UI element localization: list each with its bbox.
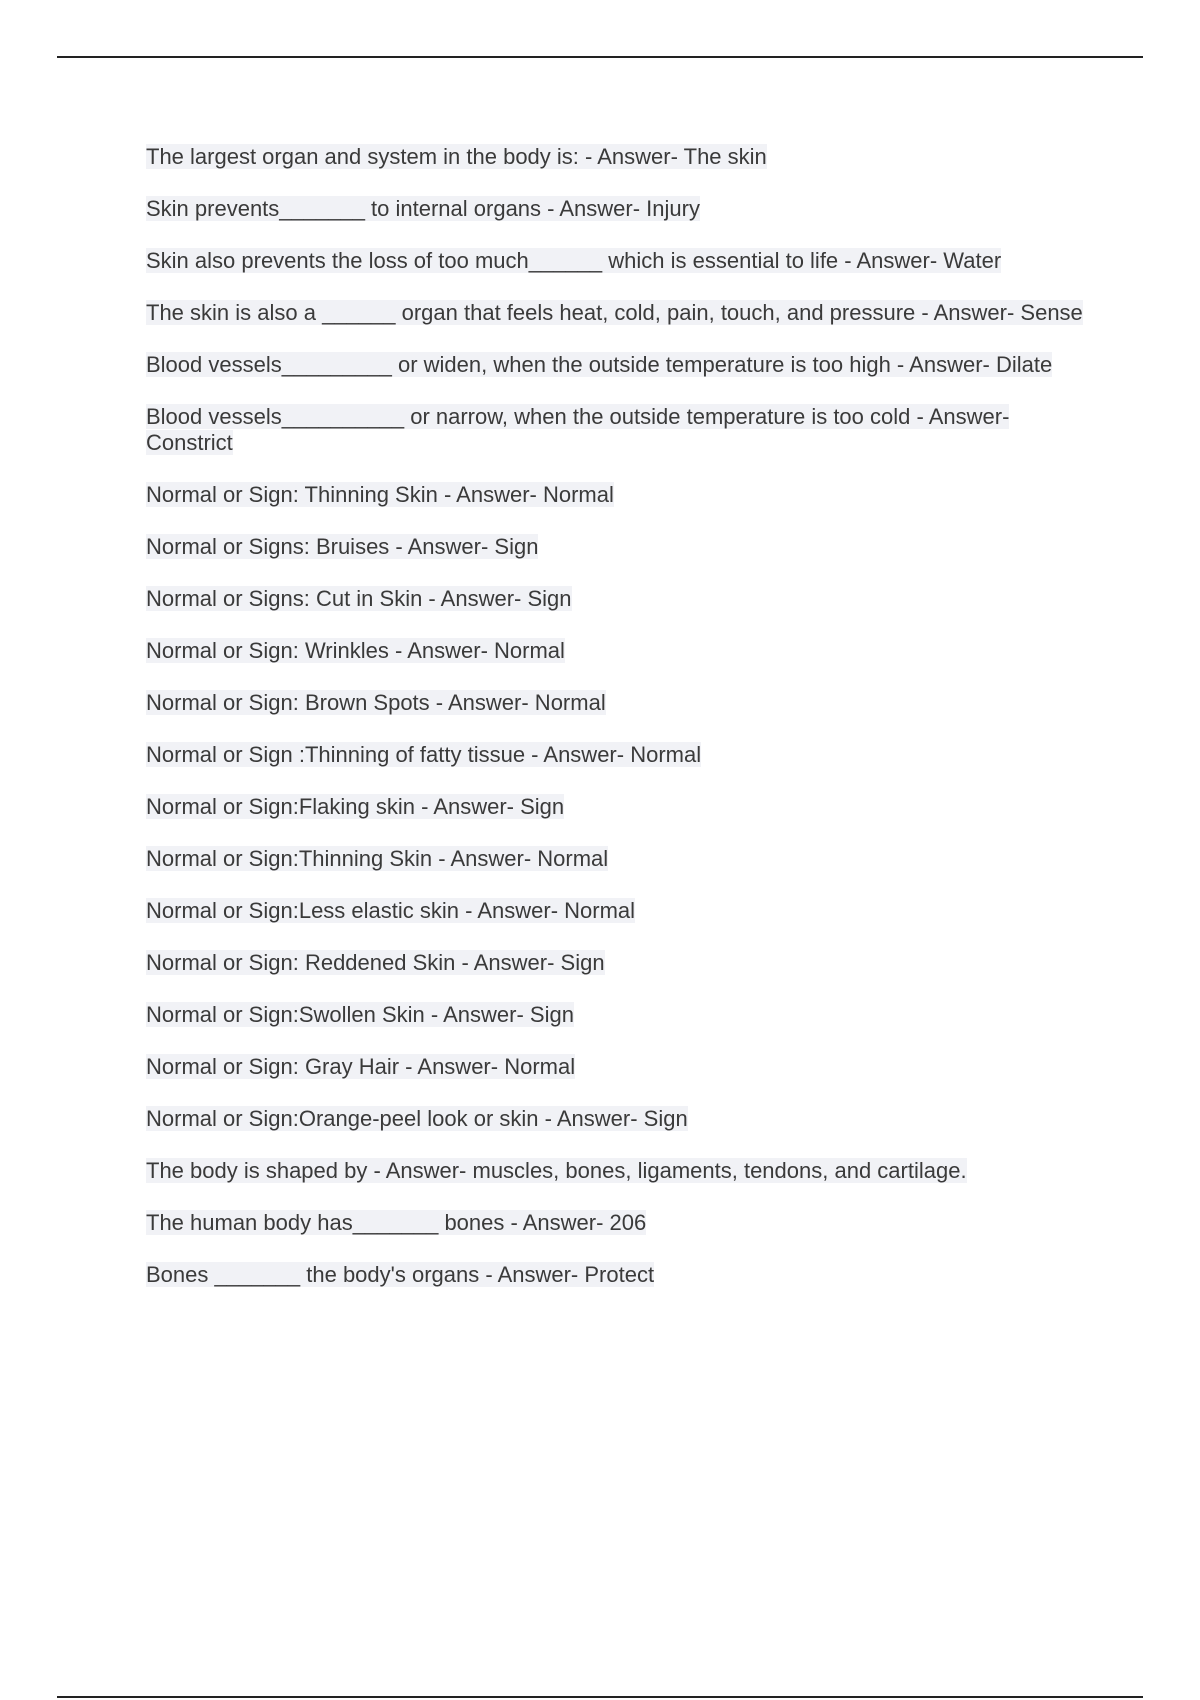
qa-item: [146, 690, 1096, 716]
qa-text: Blood vessels_________ or widen, when the outside temperature is too high - Answer- Dilate: [146, 352, 1053, 377]
qa-item: [146, 300, 1096, 326]
qa-item: [146, 1158, 1096, 1184]
qa-text: Normal or Sign:Orange-peel look or skin - Answer- Sign: [146, 1106, 688, 1131]
qa-item: [146, 1210, 1096, 1236]
qa-text: Normal or Sign:Thinning Skin - Answer- Normal: [146, 846, 609, 871]
qa-text: Bones _______ the body's organs - Answer- Protect: [146, 1262, 655, 1287]
qa-item: [146, 950, 1096, 976]
qa-text: Normal or Signs: Bruises - Answer- Sign: [146, 534, 539, 559]
qa-text: Blood vessels__________ or narrow, when the outside temperature is too cold - Answer- Constrict: [146, 404, 1010, 455]
qa-text: Normal or Sign:Flaking skin - Answer- Sign: [146, 794, 565, 819]
qa-item: [146, 248, 1096, 274]
qa-item: [146, 1262, 1096, 1288]
qa-text: Normal or Sign: Brown Spots - Answer- Normal: [146, 690, 606, 715]
qa-item: [146, 144, 1096, 170]
qa-list: [146, 144, 1096, 1314]
qa-item: [146, 482, 1096, 508]
qa-item: [146, 794, 1096, 820]
top-rule: [57, 56, 1143, 58]
qa-text: The human body has_______ bones - Answer- 206: [146, 1210, 647, 1235]
qa-text: Normal or Sign: Thinning Skin - Answer- Normal: [146, 482, 614, 507]
qa-item: [146, 404, 1096, 456]
qa-item: [146, 534, 1096, 560]
qa-item: [146, 1002, 1096, 1028]
qa-text: Skin prevents_______ to internal organs - Answer- Injury: [146, 196, 700, 221]
qa-item: [146, 846, 1096, 872]
qa-item: [146, 196, 1096, 222]
qa-item: [146, 352, 1096, 378]
qa-item: [146, 898, 1096, 924]
qa-item: [146, 638, 1096, 664]
qa-item: [146, 1106, 1096, 1132]
qa-item: [146, 1054, 1096, 1080]
qa-text: Normal or Sign: Gray Hair - Answer- Normal: [146, 1054, 576, 1079]
qa-text: Normal or Signs: Cut in Skin - Answer- Sign: [146, 586, 572, 611]
qa-text: The largest organ and system in the body is: - Answer- The skin: [146, 144, 767, 169]
qa-text: The skin is also a ______ organ that feels heat, cold, pain, touch, and pressure - Answer- Sense: [146, 300, 1083, 325]
qa-text: The body is shaped by - Answer- muscles, bones, ligaments, tendons, and cartilage.: [146, 1158, 967, 1183]
qa-text: Skin also prevents the loss of too much______ which is essential to life - Answer- Water: [146, 248, 1002, 273]
bottom-rule: [57, 1696, 1143, 1698]
qa-text: Normal or Sign: Reddened Skin - Answer- Sign: [146, 950, 605, 975]
qa-text: Normal or Sign:Less elastic skin - Answer- Normal: [146, 898, 636, 923]
qa-text: Normal or Sign :Thinning of fatty tissue - Answer- Normal: [146, 742, 702, 767]
qa-text: Normal or Sign: Wrinkles - Answer- Normal: [146, 638, 565, 663]
qa-text: Normal or Sign:Swollen Skin - Answer- Sign: [146, 1002, 574, 1027]
qa-item: [146, 586, 1096, 612]
qa-item: [146, 742, 1096, 768]
